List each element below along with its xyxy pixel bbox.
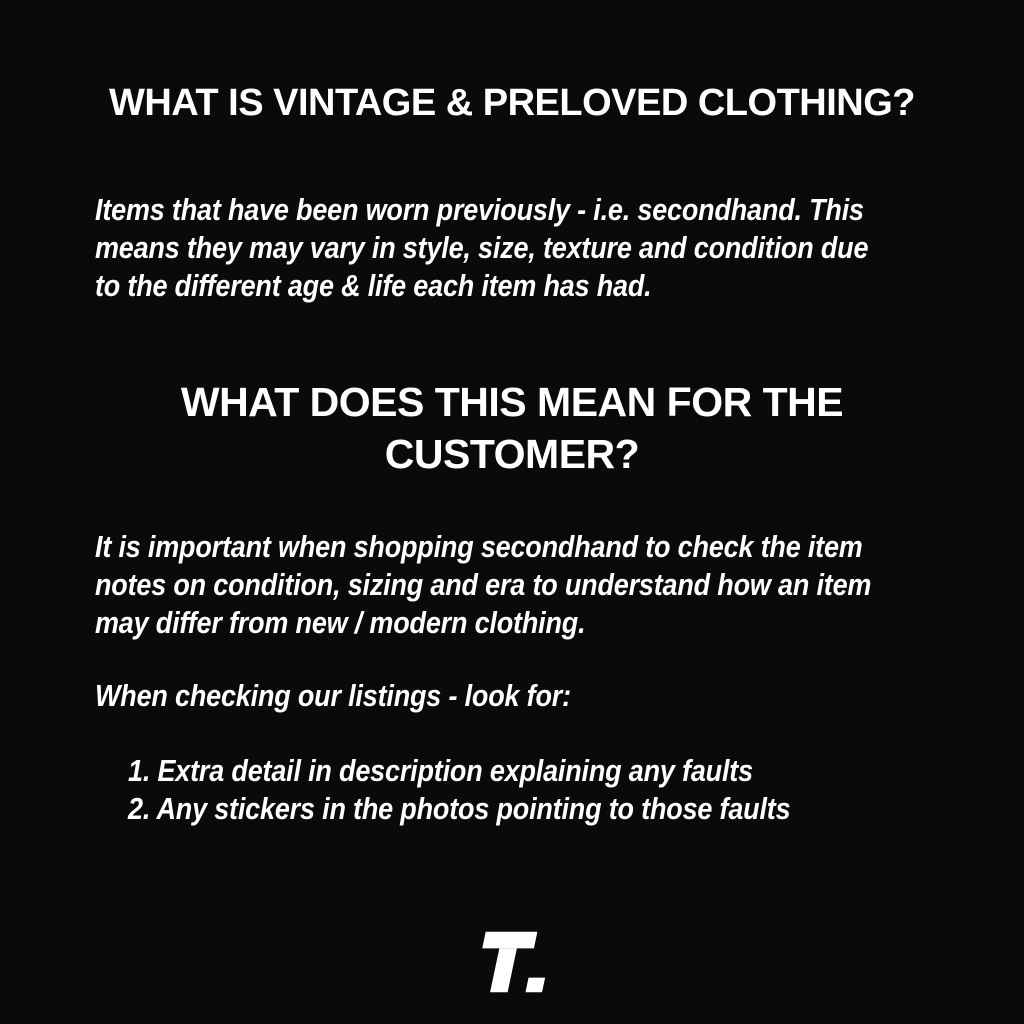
subtitle-line: WHAT DOES THIS MEAN FOR THE	[180, 379, 844, 425]
intro-line: to the different age & life each item has had.	[95, 268, 652, 303]
intro-line: Items that have been worn previously - i.e. secondhand. This	[95, 192, 864, 227]
listings-note: When checking our listings - look for:	[95, 678, 571, 713]
t-logo-icon	[473, 931, 551, 995]
intro-line: means they may vary in style, size, texture and condition due	[95, 230, 869, 265]
customer-info-paragraph	[95, 528, 871, 642]
section-subtitle	[0, 376, 1024, 480]
checklist-item-text: Extra detail in description explaining any faults	[157, 753, 753, 788]
customer-info-line: may differ from new / modern clothing.	[95, 605, 586, 640]
page-title: WHAT IS VINTAGE & PRELOVED CLOTHING?	[108, 82, 916, 124]
checklist-item	[128, 790, 790, 828]
intro-paragraph	[95, 191, 868, 305]
checklist-item-number: 2.	[128, 791, 151, 826]
brand-logo	[473, 931, 551, 995]
checklist-item-text: Any stickers in the photos pointing to those faults	[156, 791, 791, 826]
checklist	[128, 752, 790, 828]
customer-info-line: It is important when shopping secondhand to check the item	[95, 529, 863, 564]
customer-info-line: notes on condition, sizing and era to understand how an item	[95, 567, 872, 602]
checklist-item-number: 1.	[128, 753, 151, 788]
checklist-item	[128, 752, 790, 790]
subtitle-line: CUSTOMER?	[384, 431, 640, 477]
